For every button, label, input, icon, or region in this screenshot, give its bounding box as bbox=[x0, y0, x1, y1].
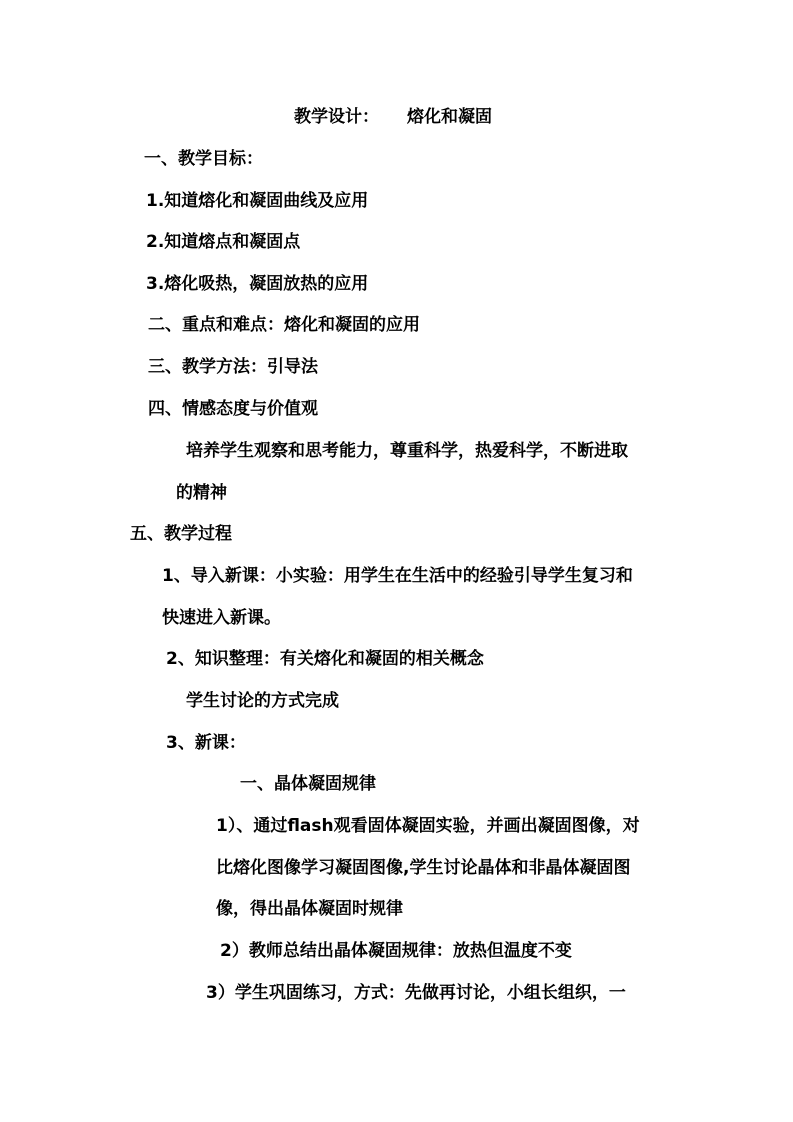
attitude-text-2: 的精神 bbox=[176, 483, 227, 503]
process-step-2-cont: 学生讨论的方式完成 bbox=[186, 691, 339, 711]
process-step-1-cont: 快速进入新课。 bbox=[162, 608, 281, 628]
process-step-1: 1、导入新课：小实验：用学生在生活中的经验引导学生复习和 bbox=[162, 566, 633, 586]
document-title bbox=[294, 106, 492, 128]
objective-1: 1.知道熔化和凝固曲线及应用 bbox=[146, 191, 369, 211]
subsection-item-1-cont-a: 比熔化图像学习凝固图像,学生讨论晶体和非晶体凝固图 bbox=[216, 858, 631, 878]
objective-3: 3.熔化吸热，凝固放热的应用 bbox=[146, 274, 369, 294]
section-heading-1: 一、教学目标： bbox=[144, 149, 263, 169]
section-heading-4: 四、情感态度与价值观 bbox=[148, 399, 318, 419]
title-main: 熔化和凝固 bbox=[407, 107, 492, 127]
subsection-item-1: 1）、通过flash观看固体凝固实验，并画出凝固图像，对 bbox=[216, 816, 640, 836]
title-prefix: 教学设计： bbox=[294, 107, 379, 127]
process-step-2: 2、知识整理：有关熔化和凝固的相关概念 bbox=[166, 649, 484, 669]
subsection-item-2: 2）教师总结出晶体凝固规律：放热但温度不变 bbox=[220, 941, 572, 961]
process-step-3: 3、新课： bbox=[166, 733, 246, 753]
section-heading-3: 三、教学方法：引导法 bbox=[148, 357, 318, 377]
attitude-text-1: 培养学生观察和思考能力，尊重科学，热爱科学，不断进取 bbox=[186, 441, 628, 461]
objective-2: 2.知道熔点和凝固点 bbox=[146, 232, 301, 252]
section-heading-5: 五、教学过程 bbox=[130, 524, 232, 544]
subsection-item-1-cont-b: 像，得出晶体凝固时规律 bbox=[216, 899, 403, 919]
subsection-item-3: 3）学生巩固练习，方式：先做再讨论，小组长组织，一 bbox=[206, 983, 626, 1003]
section-heading-2: 二、重点和难点：熔化和凝固的应用 bbox=[148, 315, 420, 335]
subsection-heading-1: 一、晶体凝固规律 bbox=[240, 774, 376, 794]
